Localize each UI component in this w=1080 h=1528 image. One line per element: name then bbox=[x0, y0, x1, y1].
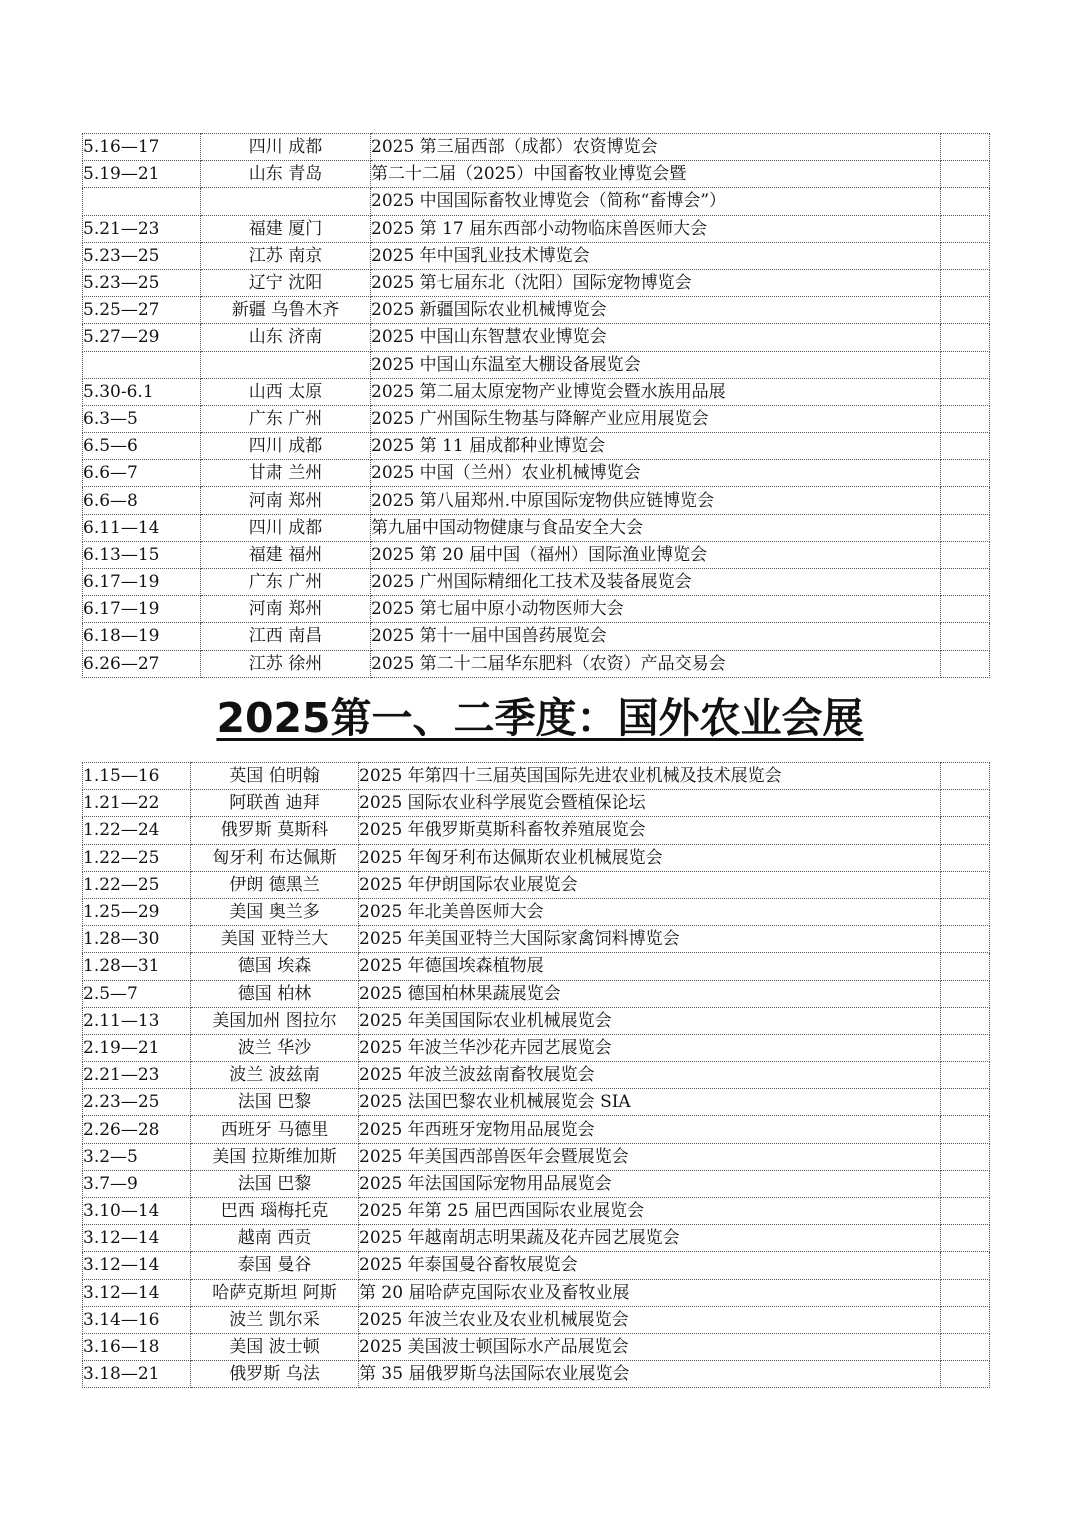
date-cell: 6.13—15 bbox=[83, 541, 201, 568]
note-cell bbox=[941, 405, 990, 432]
location-cell: 江西 南昌 bbox=[201, 623, 371, 650]
location-cell: 四川 成都 bbox=[201, 433, 371, 460]
location-cell: 山东 济南 bbox=[201, 324, 371, 351]
table-row bbox=[83, 487, 990, 514]
date-cell: 5.30-6.1 bbox=[83, 378, 201, 405]
table-row bbox=[83, 324, 990, 351]
note-cell bbox=[941, 1361, 990, 1388]
table-row bbox=[83, 514, 990, 541]
date-cell: 5.27—29 bbox=[83, 324, 201, 351]
table-row bbox=[83, 405, 990, 432]
table-row bbox=[83, 980, 990, 1007]
exhibition-name-cell: 2025 年越南胡志明果蔬及花卉园艺展览会 bbox=[359, 1225, 941, 1252]
exhibition-name-cell: 2025 年第 25 届巴西国际农业展览会 bbox=[359, 1198, 941, 1225]
exhibition-name-cell: 2025 第二届太原宠物产业博览会暨水族用品展 bbox=[371, 378, 941, 405]
date-cell: 2.5—7 bbox=[83, 980, 191, 1007]
date-cell: 6.6—7 bbox=[83, 460, 201, 487]
note-cell bbox=[941, 297, 990, 324]
exhibition-name-cell: 2025 国际农业科学展览会暨植保论坛 bbox=[359, 790, 941, 817]
note-cell bbox=[941, 1225, 990, 1252]
exhibition-name-cell: 2025 第八届郑州.中原国际宠物供应链博览会 bbox=[371, 487, 941, 514]
location-cell: 德国 柏林 bbox=[191, 980, 359, 1007]
note-cell bbox=[941, 1306, 990, 1333]
location-cell: 伊朗 德黑兰 bbox=[191, 871, 359, 898]
exhibition-name-cell: 2025 第十一届中国兽药展览会 bbox=[371, 623, 941, 650]
location-cell: 四川 成都 bbox=[201, 514, 371, 541]
note-cell bbox=[941, 623, 990, 650]
exhibition-name-cell: 2025 广州国际生物基与降解产业应用展览会 bbox=[371, 405, 941, 432]
table-row bbox=[83, 541, 990, 568]
note-cell bbox=[941, 433, 990, 460]
location-cell: 英国 伯明翰 bbox=[191, 763, 359, 790]
note-cell bbox=[941, 1252, 990, 1279]
note-cell bbox=[941, 650, 990, 677]
exhibition-name-cell: 2025 年北美兽医师大会 bbox=[359, 898, 941, 925]
location-cell: 新疆 乌鲁木齐 bbox=[201, 297, 371, 324]
note-cell bbox=[941, 569, 990, 596]
note-cell bbox=[941, 763, 990, 790]
date-cell: 1.21—22 bbox=[83, 790, 191, 817]
note-cell bbox=[941, 188, 990, 215]
table-row bbox=[83, 297, 990, 324]
note-cell bbox=[941, 324, 990, 351]
table-row bbox=[83, 378, 990, 405]
table-row bbox=[83, 1252, 990, 1279]
date-cell: 2.23—25 bbox=[83, 1089, 191, 1116]
date-cell: 3.2—5 bbox=[83, 1143, 191, 1170]
exhibition-name-cell: 2025 年德国埃森植物展 bbox=[359, 953, 941, 980]
note-cell bbox=[941, 1143, 990, 1170]
date-cell: 2.26—28 bbox=[83, 1116, 191, 1143]
note-cell bbox=[941, 1116, 990, 1143]
location-cell: 江苏 徐州 bbox=[201, 650, 371, 677]
table-row bbox=[83, 1062, 990, 1089]
location-cell: 哈萨克斯坦 阿斯 bbox=[191, 1279, 359, 1306]
date-cell: 3.10—14 bbox=[83, 1198, 191, 1225]
date-cell bbox=[83, 351, 201, 378]
exhibition-name-cell: 2025 法国巴黎农业机械展览会 SIA bbox=[359, 1089, 941, 1116]
date-cell: 2.11—13 bbox=[83, 1007, 191, 1034]
date-cell: 5.23—25 bbox=[83, 242, 201, 269]
location-cell: 福建 厦门 bbox=[201, 215, 371, 242]
date-cell: 3.12—14 bbox=[83, 1279, 191, 1306]
table-row bbox=[83, 650, 990, 677]
exhibition-name-cell: 2025 新疆国际农业机械博览会 bbox=[371, 297, 941, 324]
location-cell: 德国 埃森 bbox=[191, 953, 359, 980]
table-row bbox=[83, 763, 990, 790]
table-row bbox=[83, 871, 990, 898]
exhibition-name-cell: 2025 年波兰华沙花卉园艺展览会 bbox=[359, 1034, 941, 1061]
date-cell: 3.14—16 bbox=[83, 1306, 191, 1333]
location-cell: 泰国 曼谷 bbox=[191, 1252, 359, 1279]
table-row bbox=[83, 623, 990, 650]
location-cell: 俄罗斯 莫斯科 bbox=[191, 817, 359, 844]
date-cell: 1.22—25 bbox=[83, 844, 191, 871]
date-cell: 1.22—25 bbox=[83, 871, 191, 898]
exhibition-name-cell: 2025 广州国际精细化工技术及装备展览会 bbox=[371, 569, 941, 596]
note-cell bbox=[941, 487, 990, 514]
table-row bbox=[83, 1034, 990, 1061]
note-cell bbox=[941, 541, 990, 568]
table-row bbox=[83, 817, 990, 844]
note-cell bbox=[941, 351, 990, 378]
table-row bbox=[83, 242, 990, 269]
date-cell: 5.21—23 bbox=[83, 215, 201, 242]
table-row bbox=[83, 1007, 990, 1034]
note-cell bbox=[941, 1089, 990, 1116]
location-cell: 美国 奥兰多 bbox=[191, 898, 359, 925]
table-row bbox=[83, 844, 990, 871]
location-cell: 河南 郑州 bbox=[201, 487, 371, 514]
table-row bbox=[83, 1361, 990, 1388]
note-cell bbox=[941, 161, 990, 188]
table-row bbox=[83, 926, 990, 953]
location-cell: 美国加州 图拉尔 bbox=[191, 1007, 359, 1034]
date-cell: 2.21—23 bbox=[83, 1062, 191, 1089]
date-cell: 3.16—18 bbox=[83, 1333, 191, 1360]
exhibition-name-cell: 2025 中国（兰州）农业机械博览会 bbox=[371, 460, 941, 487]
date-cell: 1.28—30 bbox=[83, 926, 191, 953]
location-cell bbox=[201, 188, 371, 215]
foreign-exhibition-table bbox=[82, 762, 990, 1388]
table-row bbox=[83, 351, 990, 378]
location-cell: 美国 亚特兰大 bbox=[191, 926, 359, 953]
note-cell bbox=[941, 514, 990, 541]
table-row bbox=[83, 1333, 990, 1360]
note-cell bbox=[941, 596, 990, 623]
table-row bbox=[83, 790, 990, 817]
table-row bbox=[83, 215, 990, 242]
note-cell bbox=[941, 844, 990, 871]
date-cell bbox=[83, 188, 201, 215]
location-cell: 法国 巴黎 bbox=[191, 1089, 359, 1116]
date-cell: 6.5—6 bbox=[83, 433, 201, 460]
location-cell: 山西 太原 bbox=[201, 378, 371, 405]
exhibition-name-cell: 2025 年第四十三届英国国际先进农业机械及技术展览会 bbox=[359, 763, 941, 790]
exhibition-name-cell: 2025 第 17 届东西部小动物临床兽医师大会 bbox=[371, 215, 941, 242]
location-cell: 法国 巴黎 bbox=[191, 1170, 359, 1197]
table-row bbox=[83, 1170, 990, 1197]
table-row bbox=[83, 569, 990, 596]
note-cell bbox=[941, 953, 990, 980]
date-cell: 6.18—19 bbox=[83, 623, 201, 650]
table-row bbox=[83, 1143, 990, 1170]
date-cell: 6.17—19 bbox=[83, 596, 201, 623]
location-cell: 巴西 瑙梅托克 bbox=[191, 1198, 359, 1225]
table-row bbox=[83, 433, 990, 460]
exhibition-name-cell: 2025 年西班牙宠物用品展览会 bbox=[359, 1116, 941, 1143]
domestic-exhibition-table bbox=[82, 133, 990, 678]
location-cell: 阿联酋 迪拜 bbox=[191, 790, 359, 817]
date-cell: 6.26—27 bbox=[83, 650, 201, 677]
table-row bbox=[83, 1198, 990, 1225]
exhibition-name-cell: 2025 年俄罗斯莫斯科畜牧养殖展览会 bbox=[359, 817, 941, 844]
date-cell: 3.7—9 bbox=[83, 1170, 191, 1197]
exhibition-name-cell: 第九届中国动物健康与食品安全大会 bbox=[371, 514, 941, 541]
location-cell: 四川 成都 bbox=[201, 134, 371, 161]
date-cell: 1.22—24 bbox=[83, 817, 191, 844]
table-row bbox=[83, 1306, 990, 1333]
location-cell: 俄罗斯 乌法 bbox=[191, 1361, 359, 1388]
note-cell bbox=[941, 269, 990, 296]
exhibition-name-cell: 2025 美国波士顿国际水产品展览会 bbox=[359, 1333, 941, 1360]
note-cell bbox=[941, 926, 990, 953]
location-cell: 广东 广州 bbox=[201, 405, 371, 432]
location-cell bbox=[201, 351, 371, 378]
exhibition-name-cell: 2025 年美国西部兽医年会暨展览会 bbox=[359, 1143, 941, 1170]
location-cell: 山东 青岛 bbox=[201, 161, 371, 188]
note-cell bbox=[941, 1279, 990, 1306]
note-cell bbox=[941, 898, 990, 925]
exhibition-name-cell: 2025 第七届中原小动物医师大会 bbox=[371, 596, 941, 623]
location-cell: 甘肃 兰州 bbox=[201, 460, 371, 487]
date-cell: 3.12—14 bbox=[83, 1252, 191, 1279]
exhibition-name-cell: 第 35 届俄罗斯乌法国际农业展览会 bbox=[359, 1361, 941, 1388]
date-cell: 6.6—8 bbox=[83, 487, 201, 514]
note-cell bbox=[941, 980, 990, 1007]
table-row bbox=[83, 1225, 990, 1252]
exhibition-name-cell: 2025 第二十二届华东肥料（农资）产品交易会 bbox=[371, 650, 941, 677]
table-row bbox=[83, 188, 990, 215]
location-cell: 江苏 南京 bbox=[201, 242, 371, 269]
note-cell bbox=[941, 1170, 990, 1197]
exhibition-name-cell: 2025 年波兰波兹南畜牧展览会 bbox=[359, 1062, 941, 1089]
date-cell: 6.17—19 bbox=[83, 569, 201, 596]
date-cell: 5.16—17 bbox=[83, 134, 201, 161]
table-row bbox=[83, 269, 990, 296]
note-cell bbox=[941, 817, 990, 844]
note-cell bbox=[941, 378, 990, 405]
date-cell: 1.25—29 bbox=[83, 898, 191, 925]
exhibition-name-cell: 2025 年波兰农业及农业机械展览会 bbox=[359, 1306, 941, 1333]
note-cell bbox=[941, 242, 990, 269]
note-cell bbox=[941, 460, 990, 487]
note-cell bbox=[941, 1062, 990, 1089]
exhibition-name-cell: 2025 年匈牙利布达佩斯农业机械展览会 bbox=[359, 844, 941, 871]
table-row bbox=[83, 1089, 990, 1116]
section-title-text: 2025第一、二季度：国外农业会展 bbox=[216, 694, 864, 742]
note-cell bbox=[941, 790, 990, 817]
date-cell: 1.28—31 bbox=[83, 953, 191, 980]
table-row bbox=[83, 1279, 990, 1306]
location-cell: 福建 福州 bbox=[201, 541, 371, 568]
date-cell: 1.15—16 bbox=[83, 763, 191, 790]
table-row bbox=[83, 1116, 990, 1143]
exhibition-name-cell: 2025 第 11 届成都种业博览会 bbox=[371, 433, 941, 460]
exhibition-name-cell: 2025 第七届东北（沈阳）国际宠物博览会 bbox=[371, 269, 941, 296]
exhibition-name-cell: 2025 年伊朗国际农业展览会 bbox=[359, 871, 941, 898]
foreign-section-title bbox=[0, 690, 1080, 746]
date-cell: 6.3—5 bbox=[83, 405, 201, 432]
date-cell: 5.23—25 bbox=[83, 269, 201, 296]
date-cell: 3.12—14 bbox=[83, 1225, 191, 1252]
exhibition-name-cell: 2025 第三届西部（成都）农资博览会 bbox=[371, 134, 941, 161]
location-cell: 波兰 波兹南 bbox=[191, 1062, 359, 1089]
location-cell: 广东 广州 bbox=[201, 569, 371, 596]
note-cell bbox=[941, 1198, 990, 1225]
exhibition-name-cell: 2025 年美国国际农业机械展览会 bbox=[359, 1007, 941, 1034]
table-row bbox=[83, 460, 990, 487]
exhibition-name-cell: 第二十二届（2025）中国畜牧业博览会暨 bbox=[371, 161, 941, 188]
exhibition-name-cell: 2025 年美国亚特兰大国际家禽饲料博览会 bbox=[359, 926, 941, 953]
location-cell: 美国 拉斯维加斯 bbox=[191, 1143, 359, 1170]
exhibition-name-cell: 第 20 届哈萨克国际农业及畜牧业展 bbox=[359, 1279, 941, 1306]
note-cell bbox=[941, 134, 990, 161]
location-cell: 西班牙 马德里 bbox=[191, 1116, 359, 1143]
note-cell bbox=[941, 871, 990, 898]
exhibition-name-cell: 2025 第 20 届中国（福州）国际渔业博览会 bbox=[371, 541, 941, 568]
location-cell: 匈牙利 布达佩斯 bbox=[191, 844, 359, 871]
date-cell: 3.18—21 bbox=[83, 1361, 191, 1388]
note-cell bbox=[941, 1007, 990, 1034]
exhibition-name-cell: 2025 中国国际畜牧业博览会（简称“畜博会”） bbox=[371, 188, 941, 215]
location-cell: 河南 郑州 bbox=[201, 596, 371, 623]
date-cell: 2.19—21 bbox=[83, 1034, 191, 1061]
note-cell bbox=[941, 1333, 990, 1360]
exhibition-name-cell: 2025 年法国国际宠物用品展览会 bbox=[359, 1170, 941, 1197]
exhibition-name-cell: 2025 中国山东温室大棚设备展览会 bbox=[371, 351, 941, 378]
table-row bbox=[83, 161, 990, 188]
location-cell: 美国 波士顿 bbox=[191, 1333, 359, 1360]
location-cell: 波兰 华沙 bbox=[191, 1034, 359, 1061]
table-row bbox=[83, 898, 990, 925]
location-cell: 波兰 凯尔采 bbox=[191, 1306, 359, 1333]
date-cell: 5.19—21 bbox=[83, 161, 201, 188]
table-row bbox=[83, 134, 990, 161]
date-cell: 6.11—14 bbox=[83, 514, 201, 541]
table-row bbox=[83, 953, 990, 980]
table-row bbox=[83, 596, 990, 623]
note-cell bbox=[941, 215, 990, 242]
location-cell: 越南 西贡 bbox=[191, 1225, 359, 1252]
note-cell bbox=[941, 1034, 990, 1061]
location-cell: 辽宁 沈阳 bbox=[201, 269, 371, 296]
date-cell: 5.25—27 bbox=[83, 297, 201, 324]
exhibition-name-cell: 2025 年中国乳业技术博览会 bbox=[371, 242, 941, 269]
exhibition-name-cell: 2025 中国山东智慧农业博览会 bbox=[371, 324, 941, 351]
exhibition-name-cell: 2025 德国柏林果蔬展览会 bbox=[359, 980, 941, 1007]
exhibition-name-cell: 2025 年泰国曼谷畜牧展览会 bbox=[359, 1252, 941, 1279]
